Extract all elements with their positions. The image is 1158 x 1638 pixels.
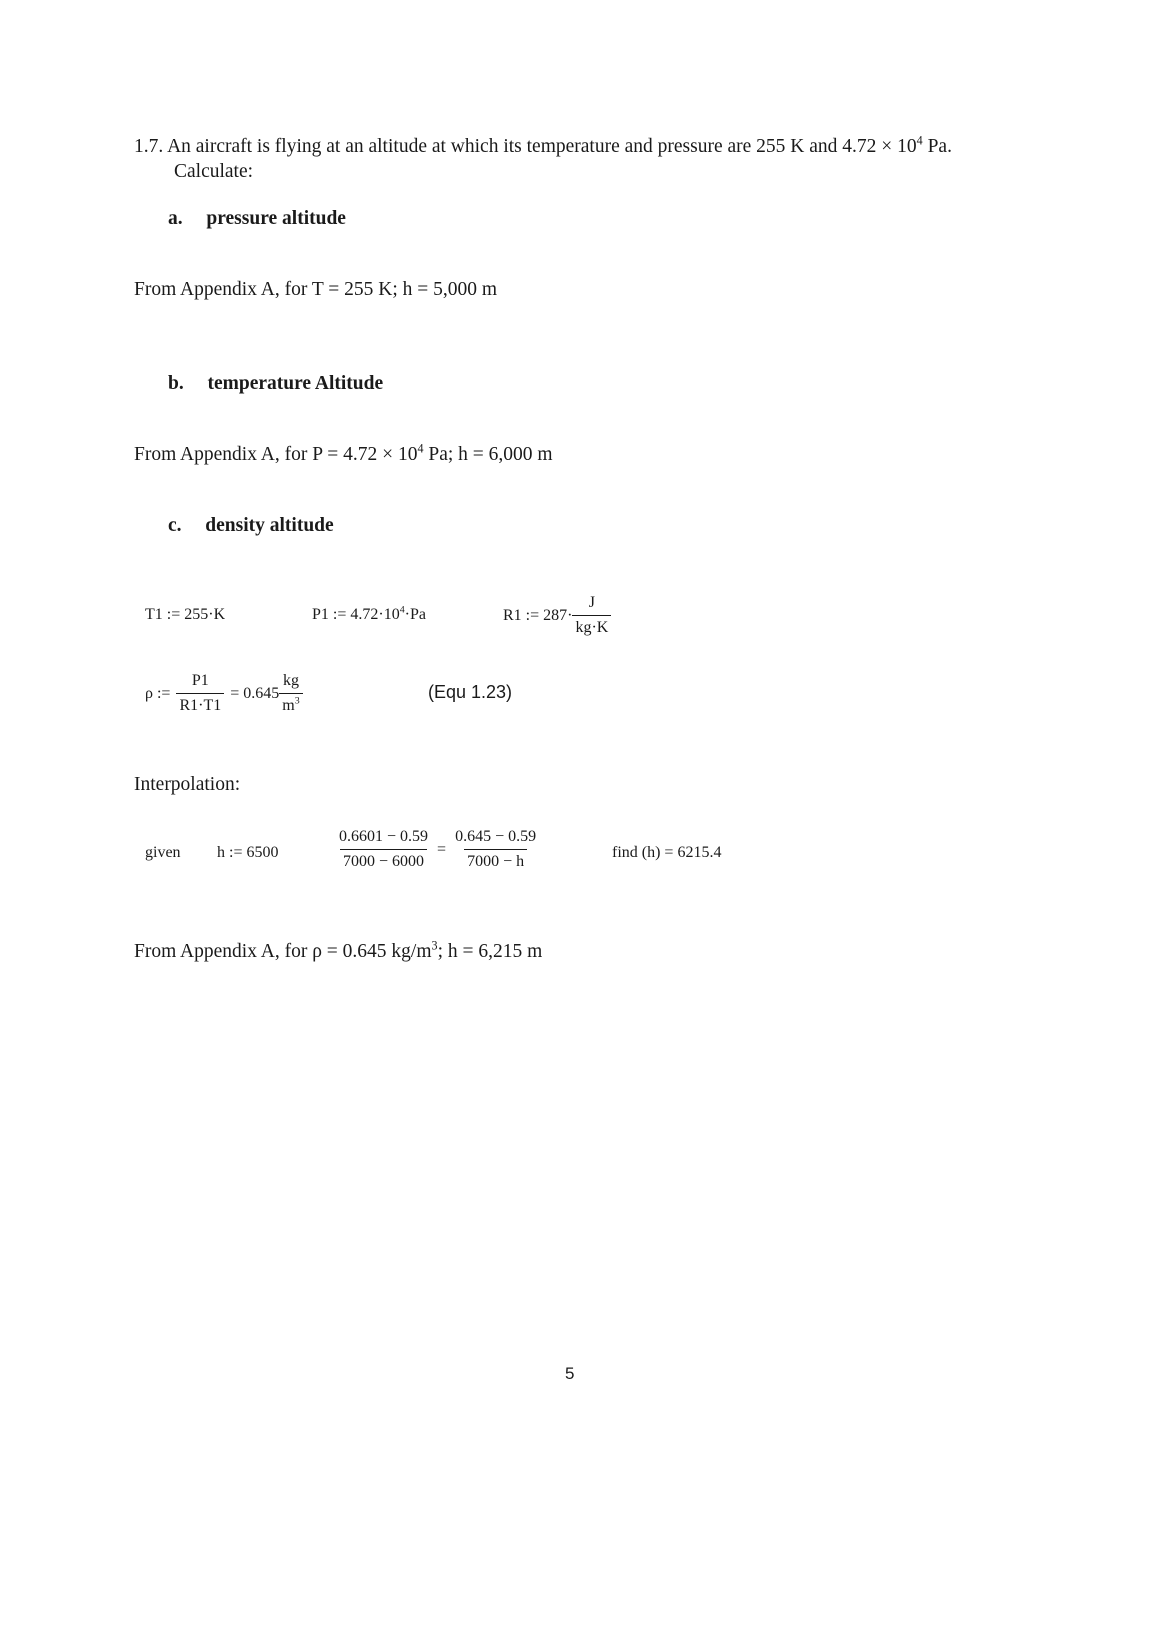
p1-definition: P1 := $4.72\cdot 10^4\cdot Pa$ [312, 604, 426, 623]
given-label: given [145, 844, 181, 861]
t1-definition: T1 := 255·K [145, 606, 226, 623]
problem-text-line1: An aircraft is flying at an altitude at which its temperature and pressure are 255 K and $4.72 \times 10^4$ Pa. [167, 133, 952, 157]
equation-reference: (Equ 1.23) [428, 682, 513, 702]
part-a-answer: From Appendix A, for T = 255 K; h = 5,000 m [134, 279, 498, 300]
part-a-label: a. [168, 208, 183, 229]
part-a-title: pressure altitude [206, 208, 346, 229]
part-b-heading [168, 373, 383, 395]
part-c-title: density altitude [205, 515, 334, 536]
r1-unit-fraction: $\frac{J}{kg\cdot K}$ [572, 594, 611, 637]
density-equation: ρ := $\frac{P1}{R1\cdot T1}$ = 0.645 $\frac{kg}{m^3}$ [145, 672, 303, 715]
density-unit-fraction: $\frac{kg}{m^3}$ [279, 672, 302, 715]
page-number: 5 [565, 1364, 575, 1383]
part-a-heading [168, 208, 346, 230]
density-fraction: $\frac{P1}{R1\cdot T1}$ [176, 672, 224, 715]
problem-statement [134, 133, 952, 158]
part-b-answer: From Appendix A, for $P = 4.72 \times 10^4$ Pa; h = 6,000 m [134, 441, 553, 465]
part-c-label: c. [168, 515, 182, 536]
interpolation-label: Interpolation: [134, 774, 241, 795]
r1-definition: R1 := 287· $\frac{J}{kg\cdot K}$ [503, 594, 611, 637]
problem-text-line2: Calculate: [174, 161, 254, 182]
find-result: find (h) = 6215.4 [612, 844, 722, 861]
problem-number: 1.7. [134, 136, 164, 157]
h-guess: h := 6500 [217, 844, 279, 861]
part-b-title: temperature Altitude [207, 373, 384, 394]
part-b-label: b. [168, 373, 184, 394]
interpolation-equation: $\frac{0.6601 - 0.59}{7000 - 6000}$ = $\frac{0.645 - 0.59}{7000 - h}$ [336, 828, 539, 871]
rhs-fraction: $\frac{0.645 - 0.59}{7000 - h}$ [455, 828, 537, 870]
part-c-heading [168, 515, 334, 537]
lhs-fraction: $\frac{0.6601 - 0.59}{7000 - 6000}$ [339, 828, 429, 870]
part-c-answer: From Appendix A, for ρ = 0.645 $kg/m^3$; h = 6,215 m [134, 938, 543, 962]
